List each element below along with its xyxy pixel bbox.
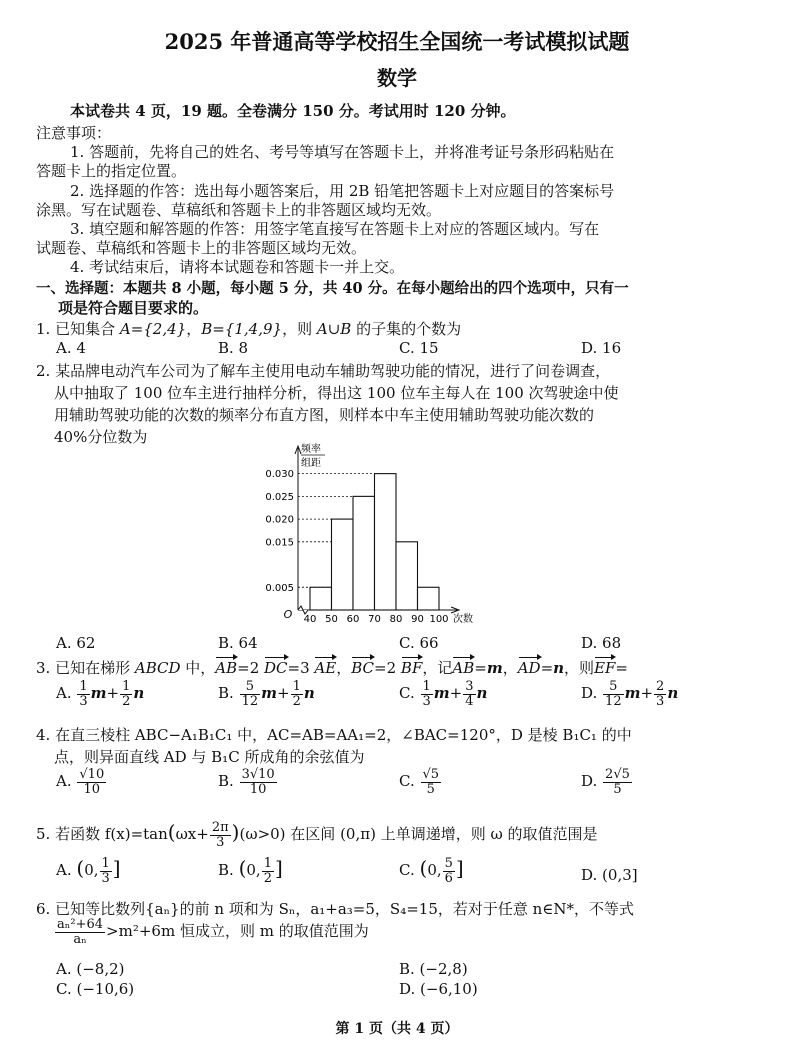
- y-tick-label: 0.005: [265, 582, 294, 594]
- q5-option-a: A. (0, $\frac{1}{3}$ ]: [56, 855, 121, 886]
- y-tick-label: 0.030: [265, 469, 294, 481]
- question-2-stem: 用辅助驾驶功能的次数的频率分布直方图，则样本中车主使用辅助驾驶功能次数的: [54, 406, 595, 424]
- notice-line: 答题卡上的指定位置。: [36, 162, 187, 180]
- x-tick-label: 40: [303, 614, 317, 625]
- x-axis-label: 次数: [453, 614, 473, 625]
- x-tick-label: 50: [325, 614, 338, 625]
- y-tick-label: 0.020: [265, 514, 294, 526]
- q4-option-a: A. $\frac{√10}{10}$: [56, 767, 105, 797]
- histogram-chart: [240, 440, 500, 630]
- histogram-bar: [375, 474, 397, 610]
- section-heading: 一、选择题：本题共 8 小题，每小题 5 分，共 40 分。在每小题给出的四个选项中，只有一: [36, 280, 629, 297]
- histogram-bar: [310, 587, 332, 610]
- q2-option-a: A. 62: [56, 634, 96, 652]
- axis-break: [298, 606, 308, 614]
- q2-option-c: C. 66: [399, 634, 439, 652]
- q1-option-d: D. 16: [581, 339, 622, 357]
- page-footer: 第 1 页（共 4 页）: [335, 1021, 459, 1037]
- section-heading-cont: 项是符合题目要求的。: [58, 299, 209, 317]
- q1-option-a: A. 4: [56, 339, 86, 357]
- x-tick-label: 60: [346, 614, 360, 625]
- y-axis-label-bottom: 组距: [301, 458, 321, 469]
- histogram-bar: [418, 587, 440, 610]
- question-4-stem: 4. 在直三棱柱 ABC−A₁B₁C₁ 中，AC=AB=AA₁=2，∠BAC=120°，D 是棱 B₁C₁ 的中: [36, 726, 632, 744]
- q4-option-b: B. $\frac{3√10}{10}$: [218, 767, 275, 797]
- q6-option-d: D. (−6,10): [399, 980, 478, 998]
- y-tick-label: 0.015: [265, 537, 294, 549]
- q2-option-b: B. 64: [218, 634, 258, 652]
- notice-line: 2. 选择题的作答：选出每小题答案后，用 2B 铅笔把答题卡上对应题目的答案标号: [70, 182, 615, 200]
- q1-option-b: B. 8: [218, 339, 249, 357]
- notice-line: 3. 填空题和解答题的作答：用签字笔直接写在答题卡上对应的答题区域内。写在: [70, 220, 600, 238]
- question-6-stem: $\frac{\text{aₙ²+64}}{\text{aₙ}}$ >m²+6m 恒成立，则 m 的取值范围为: [57, 917, 369, 947]
- question-4-stem: 点，则异面直线 AD 与 B₁C 所成角的余弦值为: [54, 748, 365, 766]
- q1-option-c: C. 15: [399, 339, 439, 357]
- question-2-stem: 2. 某品牌电动汽车公司为了解车主使用电动车辅助驾驶功能的情况，进行了问卷调查，: [36, 362, 611, 380]
- q6-option-c: C. (−10,6): [56, 980, 135, 998]
- q5-option-c: C. (0, $\frac{5}{6}$ ]: [399, 855, 464, 886]
- notice-line: 试题卷、草稿纸和答题卡上的非答题区域均无效。: [36, 239, 367, 257]
- question-3-stem: 3. 已知在梯形 ABCD 中，AB=2 DC=3 AE，BC=2 BF，记AB=m，AD=n，则EF=: [36, 659, 628, 677]
- question-2-stem: 40%分位数为: [54, 428, 148, 446]
- q5-option-d: D. (0,3]: [581, 866, 638, 884]
- origin-label: O: [283, 608, 293, 621]
- subject-title: 数学: [377, 66, 417, 90]
- q2-option-d: D. 68: [581, 634, 622, 652]
- histogram-bar: [396, 542, 418, 610]
- q4-option-d: D. $\frac{2√5}{5}$: [581, 767, 630, 797]
- exam-intro: 本试卷共 4 页，19 题。全卷满分 150 分。考试用时 120 分钟。: [70, 102, 516, 120]
- notice-heading: 注意事项：: [36, 124, 112, 142]
- q3-option-c: C. $\frac{1}{3}$ m+ $\frac{3}{4}$ n: [399, 679, 488, 709]
- x-tick-label: 70: [368, 614, 381, 625]
- x-tick-label: 80: [389, 614, 403, 625]
- question-1-stem: 1. 已知集合 A={2,4}，B={1,4,9}，则 A∪B 的子集的个数为: [36, 320, 462, 338]
- x-tick-label: 90: [411, 614, 424, 625]
- question-6-stem: 6. 已知等比数列{aₙ}的前 n 项和为 Sₙ，a₁+a₃=5，S₄=15，若对于任意 n∈N*，不等式: [36, 900, 635, 918]
- question-5-stem: 5. 若函数 f(x)=tan(ωx+ $\frac{2\pi}{3}$ )(ω>0) 在区间 (0,π) 上单调递增，则 ω 的取值范围是: [36, 819, 598, 850]
- y-axis-label-top: 频率: [301, 444, 321, 455]
- q4-option-c: C. $\frac{√5}{5}$: [399, 767, 440, 797]
- notice-line: 涂黑。写在试题卷、草稿纸和答题卡上的非答题区域均无效。: [36, 201, 442, 219]
- q6-option-a: A. (−8,2): [56, 960, 125, 978]
- page-title: 2025 年普通高等学校招生全国统一考试模拟试题: [164, 29, 630, 54]
- notice-line: 4. 考试结束后，请将本试题卷和答题卡一并上交。: [70, 258, 405, 276]
- histogram-bar: [353, 496, 375, 610]
- q6-option-b: B. (−2,8): [399, 960, 468, 978]
- histogram-bar: [332, 519, 354, 610]
- q3-option-a: A. $\frac{1}{3}$ m+ $\frac{1}{2}$ n: [56, 679, 145, 709]
- question-2-stem: 从中抽取了 100 位车主进行抽样分析，得出这 100 位车主每人在 100 次驾驶途中使: [54, 384, 619, 402]
- q3-option-b: B. $\frac{5}{12}$ m+ $\frac{1}{2}$ n: [218, 679, 315, 709]
- x-tick-label: 100: [429, 614, 449, 625]
- notice-line: 1. 答题前，先将自己的姓名、考号等填写在答题卡上，并将准考证号条形码粘贴在: [70, 143, 615, 161]
- y-tick-label: 0.025: [265, 491, 294, 503]
- q3-option-d: D. $\frac{5}{12}$ m+ $\frac{2}{3}$ n: [581, 679, 679, 709]
- q5-option-b: B. (0, $\frac{1}{2}$ ]: [218, 855, 283, 886]
